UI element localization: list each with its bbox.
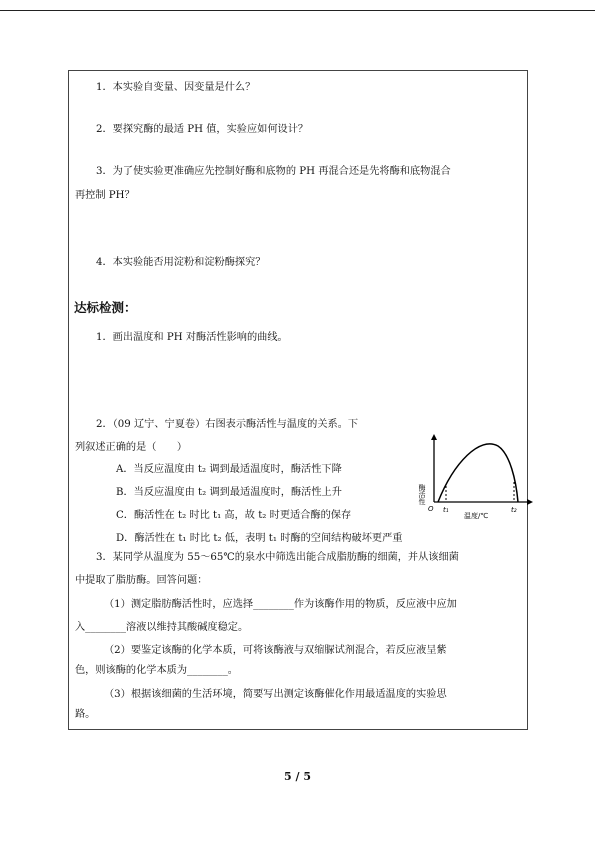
x-axis-label: 温度/℃ <box>464 512 489 520</box>
enzyme-temperature-figure <box>418 432 534 520</box>
question-1: 1．本实验自变量、因变量是什么？ <box>96 82 256 93</box>
exercise-3-line-2: 中提取了脂肪酶。回答问题： <box>75 575 208 586</box>
part-3-line-2: 路。 <box>75 709 96 720</box>
x-axis-arrow <box>527 499 533 505</box>
header-rule <box>0 10 595 11</box>
part-1-line-1: （1）测定脂肪酶活性时，应选择________作为该酶作用的物质，反应液中应加 <box>104 599 457 610</box>
question-2: 2．要探究酶的最适 PH 值，实验应如何设计？ <box>96 124 309 135</box>
page-number: 5 / 5 <box>284 770 311 783</box>
question-3-line-1: 3．为了使实验更准确应先控制好酶和底物的 PH 再混合还是先将酶和底物混合 <box>96 166 451 177</box>
question-4: 4．本实验能否用淀粉和淀粉酶探究？ <box>96 257 266 268</box>
part-3-line-1: （3）根据该细菌的生活环境，简要写出测定该酶催化作用最适温度的实验思 <box>104 689 447 700</box>
y-axis-label: 酶活性 <box>418 484 426 505</box>
part-2-line-2: 色，则该酶的化学本质为________。 <box>75 665 238 676</box>
exercise-2-line-1: 2．（09 辽宁、宁夏卷）右图表示酶活性与温度的关系。下 <box>96 419 359 430</box>
t2-label: t₂ <box>511 506 517 514</box>
origin-label: O <box>428 505 434 513</box>
t1-label: t₁ <box>443 506 449 514</box>
activity-curve <box>438 444 518 502</box>
question-3-line-2: 再控制 PH？ <box>75 190 135 201</box>
exercise-1: 1．画出温度和 PH 对酶活性影响的曲线。 <box>96 332 288 343</box>
exercise-3-line-1: 3．某同学从温度为 55～65℃的泉水中筛选出能合成脂肪酶的细菌，并从该细菌 <box>96 552 459 563</box>
option-b: B．当反应温度由 t₂ 调到最适温度时，酶活性上升 <box>116 487 342 498</box>
exercise-2-line-2: 列叙述正确的是（ ） <box>75 442 188 453</box>
option-d: D．酶活性在 t₁ 时比 t₂ 低，表明 t₁ 时酶的空间结构破坏更严重 <box>116 533 403 544</box>
section-title: 达标检测： <box>74 300 137 315</box>
part-2-line-1: （2）要鉴定该酶的化学本质，可将该酶液与双缩脲试剂混合，若反应液呈紫 <box>104 645 447 656</box>
option-c: C．酶活性在 t₂ 时比 t₁ 高，故 t₂ 时更适合酶的保存 <box>116 510 352 521</box>
part-1-line-2: 入________溶液以维持其酸碱度稳定。 <box>75 622 249 633</box>
option-a: A．当反应温度由 t₂ 调到最适温度时，酶活性下降 <box>116 464 342 475</box>
y-axis-arrow <box>431 434 437 440</box>
